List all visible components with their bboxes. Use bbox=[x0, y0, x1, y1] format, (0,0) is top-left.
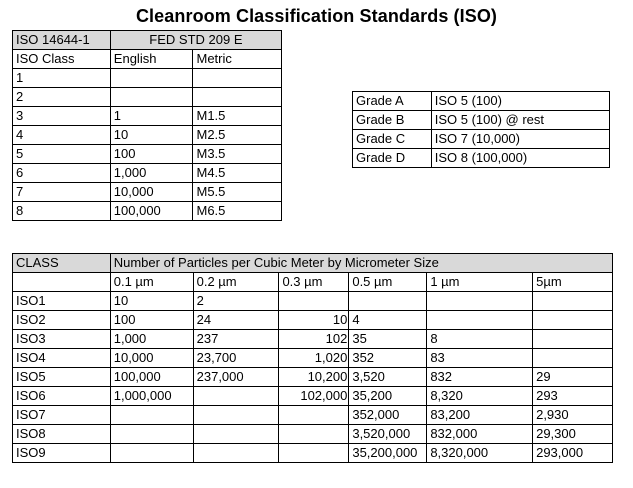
grade-cell: Grade B bbox=[353, 111, 432, 130]
english-class-cell: 100 bbox=[110, 145, 193, 164]
table-row bbox=[13, 69, 282, 88]
grade-iso-cell: ISO 8 (100,000) bbox=[431, 149, 609, 168]
particle-count-cell bbox=[193, 425, 279, 444]
table-row bbox=[13, 330, 613, 349]
english-class-cell bbox=[110, 69, 193, 88]
particle-count-cell: 2 bbox=[193, 292, 279, 311]
particle-count-cell bbox=[110, 425, 193, 444]
particle-count-cell bbox=[193, 444, 279, 463]
class-cell: ISO1 bbox=[13, 292, 111, 311]
grade-iso-cell: ISO 5 (100) @ rest bbox=[431, 111, 609, 130]
particle-count-cell bbox=[279, 406, 349, 425]
particle-count-cell: 29,300 bbox=[533, 425, 613, 444]
particle-count-cell: 35,200 bbox=[349, 387, 427, 406]
particle-count-cell bbox=[279, 444, 349, 463]
class-cell: ISO4 bbox=[13, 349, 111, 368]
table-row bbox=[13, 183, 282, 202]
table-row bbox=[13, 202, 282, 221]
english-class-cell: 1 bbox=[110, 107, 193, 126]
table-row bbox=[13, 425, 613, 444]
table-row bbox=[13, 145, 282, 164]
class-cell: ISO2 bbox=[13, 311, 111, 330]
table-row bbox=[13, 292, 613, 311]
particle-count-cell: 293,000 bbox=[533, 444, 613, 463]
header-fed-std: FED STD 209 E bbox=[110, 31, 281, 50]
table-header-row bbox=[13, 254, 613, 273]
metric-class-cell bbox=[193, 69, 282, 88]
particle-count-cell: 832 bbox=[427, 368, 533, 387]
grade-cell: Grade C bbox=[353, 130, 432, 149]
particle-count-cell: 102 bbox=[279, 330, 349, 349]
iso-class-cell: 2 bbox=[13, 88, 111, 107]
particle-count-cell bbox=[533, 292, 613, 311]
iso-class-cell: 8 bbox=[13, 202, 111, 221]
particle-count-cell bbox=[349, 292, 427, 311]
class-cell: ISO6 bbox=[13, 387, 111, 406]
particle-count-cell: 293 bbox=[533, 387, 613, 406]
english-class-cell: 10,000 bbox=[110, 183, 193, 202]
particle-count-cell: 352,000 bbox=[349, 406, 427, 425]
particle-count-cell: 10,200 bbox=[279, 368, 349, 387]
table-row bbox=[353, 130, 610, 149]
particle-count-cell bbox=[110, 444, 193, 463]
particle-count-cell: 8,320,000 bbox=[427, 444, 533, 463]
iso-class-cell: 4 bbox=[13, 126, 111, 145]
size-header-cell: 1 µm bbox=[427, 273, 533, 292]
header-particles-title: Number of Particles per Cubic Meter by Micrometer Size bbox=[110, 254, 612, 273]
size-header-row bbox=[13, 273, 613, 292]
particle-count-cell: 3,520,000 bbox=[349, 425, 427, 444]
size-header-cell: 0.5 µm bbox=[349, 273, 427, 292]
grade-iso-cell: ISO 7 (10,000) bbox=[431, 130, 609, 149]
header-class: CLASS bbox=[13, 254, 111, 273]
size-header-cell: 0.2 µm bbox=[193, 273, 279, 292]
table-row bbox=[13, 107, 282, 126]
particle-count-cell: 23,700 bbox=[193, 349, 279, 368]
class-cell: ISO8 bbox=[13, 425, 111, 444]
metric-class-cell bbox=[193, 88, 282, 107]
grade-cell: Grade D bbox=[353, 149, 432, 168]
particle-count-cell: 3,520 bbox=[349, 368, 427, 387]
header-iso-14644: ISO 14644-1 bbox=[13, 31, 111, 50]
particle-count-cell: 2,930 bbox=[533, 406, 613, 425]
iso-class-cell: 3 bbox=[13, 107, 111, 126]
particle-count-cell: 1,000 bbox=[110, 330, 193, 349]
iso-class-cell: 5 bbox=[13, 145, 111, 164]
particle-count-cell: 1,000,000 bbox=[110, 387, 193, 406]
iso-fed-std-table bbox=[12, 30, 282, 221]
subheader-iso-class: ISO Class bbox=[13, 50, 111, 69]
table-row bbox=[13, 311, 613, 330]
page-title: Cleanroom Classification Standards (ISO) bbox=[135, 6, 498, 26]
iso-class-cell: 6 bbox=[13, 164, 111, 183]
table-row bbox=[13, 387, 613, 406]
metric-class-cell: M2.5 bbox=[193, 126, 282, 145]
particle-count-cell: 832,000 bbox=[427, 425, 533, 444]
particle-count-cell: 102,000 bbox=[279, 387, 349, 406]
particle-count-cell: 100 bbox=[110, 311, 193, 330]
iso-class-cell: 7 bbox=[13, 183, 111, 202]
size-header-cell: 0.1 µm bbox=[110, 273, 193, 292]
particle-count-cell: 4 bbox=[349, 311, 427, 330]
particle-count-cell bbox=[193, 406, 279, 425]
particle-count-cell: 8,320 bbox=[427, 387, 533, 406]
table-subheader-row bbox=[13, 50, 282, 69]
table-row bbox=[13, 126, 282, 145]
english-class-cell bbox=[110, 88, 193, 107]
class-cell: ISO3 bbox=[13, 330, 111, 349]
particle-count-cell: 8 bbox=[427, 330, 533, 349]
particle-count-cell: 24 bbox=[193, 311, 279, 330]
table-row bbox=[13, 406, 613, 425]
table-row bbox=[13, 368, 613, 387]
particle-count-cell: 100,000 bbox=[110, 368, 193, 387]
particle-count-cell: 10,000 bbox=[110, 349, 193, 368]
particle-count-cell bbox=[193, 387, 279, 406]
grade-cell: Grade A bbox=[353, 92, 432, 111]
particle-count-cell bbox=[427, 292, 533, 311]
particle-count-cell: 10 bbox=[110, 292, 193, 311]
particle-count-cell bbox=[110, 406, 193, 425]
table-header-row bbox=[13, 31, 282, 50]
grade-iso-cell: ISO 5 (100) bbox=[431, 92, 609, 111]
particle-count-table bbox=[12, 253, 613, 463]
metric-class-cell: M4.5 bbox=[193, 164, 282, 183]
particle-count-cell: 83 bbox=[427, 349, 533, 368]
class-cell: ISO9 bbox=[13, 444, 111, 463]
size-header-cell: 5µm bbox=[533, 273, 613, 292]
particle-count-cell bbox=[533, 330, 613, 349]
particle-count-cell: 237,000 bbox=[193, 368, 279, 387]
particle-count-cell bbox=[533, 311, 613, 330]
class-cell: ISO5 bbox=[13, 368, 111, 387]
particle-count-cell: 352 bbox=[349, 349, 427, 368]
metric-class-cell: M5.5 bbox=[193, 183, 282, 202]
table-row bbox=[13, 164, 282, 183]
particle-count-cell: 29 bbox=[533, 368, 613, 387]
particle-count-cell: 35 bbox=[349, 330, 427, 349]
particle-count-cell bbox=[533, 349, 613, 368]
particle-count-cell: 10 bbox=[279, 311, 349, 330]
table-row bbox=[13, 88, 282, 107]
size-header-cell: 0.3 µm bbox=[279, 273, 349, 292]
table-row bbox=[13, 349, 613, 368]
metric-class-cell: M6.5 bbox=[193, 202, 282, 221]
english-class-cell: 1,000 bbox=[110, 164, 193, 183]
table-row bbox=[353, 92, 610, 111]
subheader-metric: Metric bbox=[193, 50, 282, 69]
english-class-cell: 100,000 bbox=[110, 202, 193, 221]
english-class-cell: 10 bbox=[110, 126, 193, 145]
particle-count-cell: 83,200 bbox=[427, 406, 533, 425]
particle-count-cell bbox=[279, 292, 349, 311]
metric-class-cell: M3.5 bbox=[193, 145, 282, 164]
particle-count-cell bbox=[427, 311, 533, 330]
table-row bbox=[353, 149, 610, 168]
table-row bbox=[13, 444, 613, 463]
particle-count-cell: 237 bbox=[193, 330, 279, 349]
metric-class-cell: M1.5 bbox=[193, 107, 282, 126]
iso-class-cell: 1 bbox=[13, 69, 111, 88]
particle-count-cell: 1,020 bbox=[279, 349, 349, 368]
particle-count-cell: 35,200,000 bbox=[349, 444, 427, 463]
grade-table bbox=[352, 91, 610, 168]
size-header-blank bbox=[13, 273, 111, 292]
class-cell: ISO7 bbox=[13, 406, 111, 425]
table-row bbox=[353, 111, 610, 130]
particle-count-cell bbox=[279, 425, 349, 444]
subheader-english: English bbox=[110, 50, 193, 69]
